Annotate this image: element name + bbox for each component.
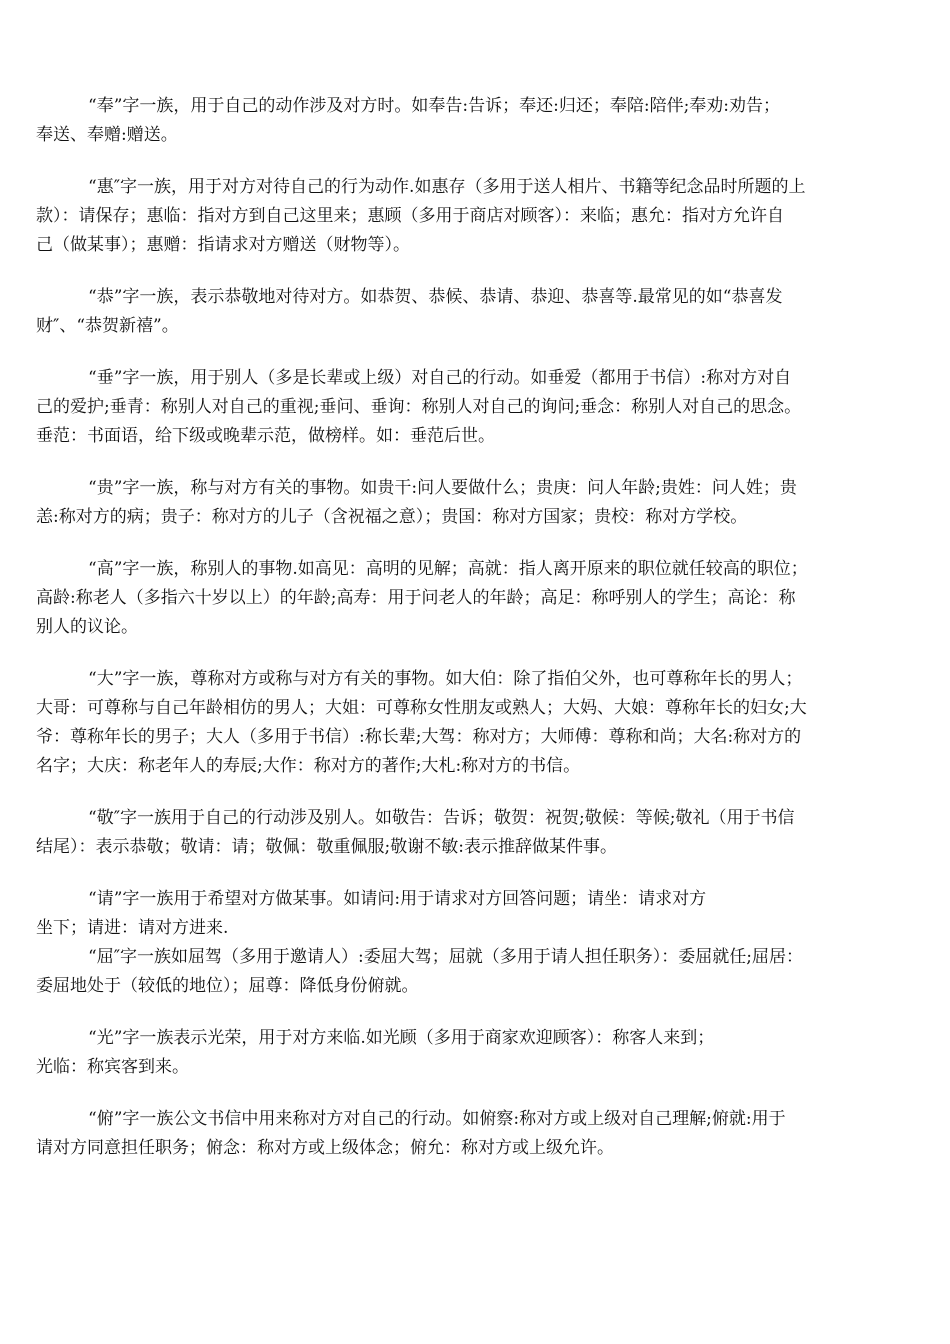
text-line: “俯”字一族公文书信中用来称对方对自己的行动。如俯察:称对方或上级对自己理解;俯就:用于 — [88, 1109, 786, 1129]
text-line: “高”字一族，称别人的事物.如高见：高明的见解；高就：指人离开原来的职位就任较高的职位； — [88, 559, 808, 579]
text-line: 己的爱护;垂青：称别人对自己的重视;垂问、垂询：称别人对自己的询问;垂念：称别人对自己的思念。 — [36, 397, 802, 417]
paragraph-qing — [36, 885, 914, 943]
paragraph-fu — [36, 1105, 914, 1163]
paragraph-guang — [36, 1024, 914, 1082]
text-line: “惠″字一族，用于对方对待自己的行为动作.如惠存（多用于送人相片、书籍等纪念品时所题的上 — [88, 177, 806, 197]
paragraph-hui — [36, 173, 914, 260]
paragraph-feng — [36, 92, 914, 150]
text-line: “恭”字一族，表示恭敬地对待对方。如恭贺、恭候、恭请、恭迎、恭喜等.最常见的如“恭喜发 — [88, 287, 783, 307]
text-line: “奉”字一族，用于自己的动作涉及对方时。如奉告:告诉；奉还:归还；奉陪:陪伴;奉劝:劝告； — [88, 96, 781, 116]
text-line: 委屈地处于（较低的地位）；屈尊：降低身份俯就。 — [36, 976, 419, 996]
text-line: 恙:称对方的病；贵子：称对方的儿子（含祝福之意）；贵国：称对方国家；贵校：称对方学校。 — [36, 507, 748, 527]
paragraph-gong — [36, 283, 914, 341]
text-line: 己（做某事）；惠赠：指请求对方赠送（财物等）。 — [36, 235, 410, 255]
text-line: 爷：尊称年长的男子；大人（多用于书信）:称长辈;大驾：称对方；大师傅：尊称和尚；大名:称对方的 — [36, 727, 802, 747]
paragraph-gui — [36, 474, 914, 532]
text-line: 高龄:称老人（多指六十岁以上）的年龄;高寿：用于问老人的年龄；高足：称呼别人的学生；高论：称 — [36, 588, 796, 608]
text-line: 别人的议论。 — [36, 617, 138, 637]
text-line: “屈″字一族如屈驾（多用于邀请人）:委屈大驾；屈就（多用于请人担任职务）：委屈就任;屈居： — [88, 947, 803, 967]
text-line: 大哥：可尊称与自己年龄相仿的男人；大姐：可尊称女性朋友或熟人；大妈、大娘：尊称年长的妇女;大 — [36, 698, 807, 718]
text-line: 请对方同意担任职务；俯念：称对方或上级体念；俯允：称对方或上级允许。 — [36, 1138, 614, 1158]
paragraph-qu — [36, 943, 914, 1001]
text-line: 款）：请保存；惠临：指对方到自己这里来；惠顾（多用于商店对顾客）：来临；惠允：指对方允许自 — [36, 206, 784, 226]
text-line: 光临：称宾客到来。 — [36, 1057, 189, 1077]
text-line: “敬″字一族用于自己的行动涉及别人。如敬告：告诉；敬贺：祝贺;敬候：等候;敬礼（用于书信 — [88, 808, 795, 828]
text-line: 奉送、奉赠:赠送。 — [36, 125, 178, 145]
text-line: 垂范：书面语，给下级或晚辈示范，做榜样。如：垂范后世。 — [36, 426, 495, 446]
text-line: 结尾）：表示恭敬；敬请：请；敬佩：敬重佩服;敬谢不敏:表示推辞做某件事。 — [36, 837, 617, 857]
text-line: “光”字一族表示光荣，用于对方来临.如光顾（多用于商家欢迎顾客）：称客人来到； — [88, 1028, 715, 1048]
text-line: 坐下；请进：请对方进来. — [36, 918, 229, 938]
text-line: 名字；大庆：称老年人的寿辰;大作：称对方的著作;大札:称对方的书信。 — [36, 756, 581, 776]
text-line: “请”字一族用于希望对方做某事。如请问:用于请求对方回答问题；请坐：请求对方 — [88, 889, 707, 909]
text-line: 财″、“恭贺新禧”。 — [36, 316, 179, 336]
text-line: “大”字一族，尊称对方或称与对方有关的事物。如大伯：除了指伯父外，也可尊称年长的男人； — [88, 669, 803, 689]
paragraph-chui — [36, 364, 914, 451]
paragraph-jing — [36, 804, 914, 862]
paragraph-gao — [36, 555, 914, 642]
paragraph-da — [36, 665, 914, 781]
text-line: “垂”字一族，用于别人（多是长辈或上级）对自己的行动。如垂爱（都用于书信）:称对方对自 — [88, 368, 792, 388]
text-line: “贵”字一族，称与对方有关的事物。如贵干:问人要做什么；贵庚：问人年龄;贵姓：问人姓；贵 — [88, 478, 797, 498]
